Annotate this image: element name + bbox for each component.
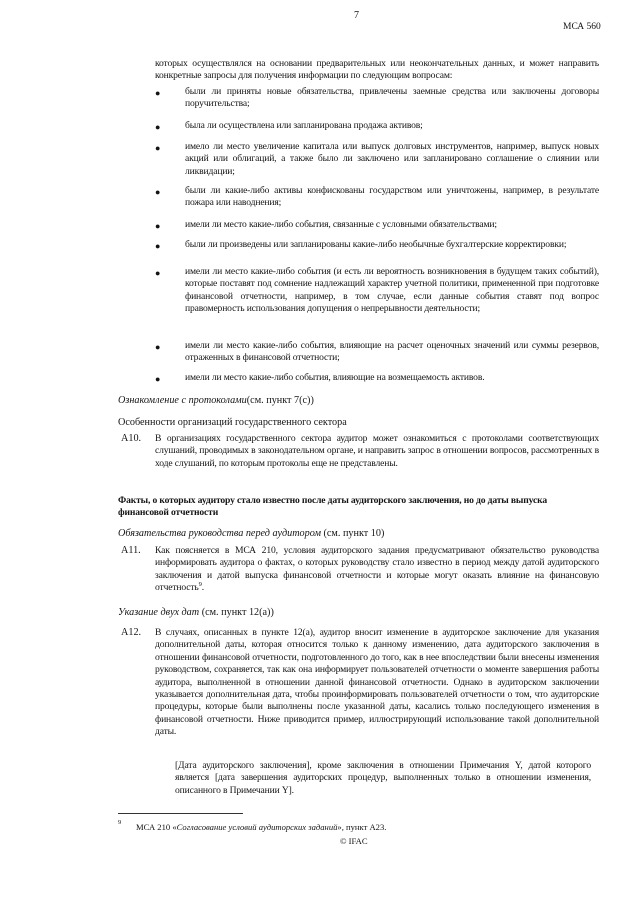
list-item: имело ли место увеличение капитала или выпуск долговых инструментов, например, выпуск новых акций или облигаций, а также было ли заключено или запланировано соглашение о слиянии или ликвидации; [185,141,599,177]
management-obligations-heading: Обязательства руководства перед аудитором (см. пункт 10) [118,528,385,539]
paragraph-a12: В случаях, описанных в пункте 12(a), аудитор вносит изменение в аудиторское заключение для указания дополнительной даты, которая относится только к данному изменению, дата аудиторского заключения в отношении финансовой отчетности, подготовленного до того, как в нее впоследствии были внесены изменения руководством, сохраняется, так как она информирует пользователей отчетности о моменте завершения работы аудитора, выполненной в отношении данной финансовой отчетности. Однако в аудиторском заключении указывается дополнительная дата, чтобы проинформировать пользователей отчетности о том, что аудиторские процедуры, которые были выполнены после указанной даты, касались только последующего изменения в финансовой отчетности. Ниже приводится пример, иллюстрирующий использование такой дополнительной даты. [155,627,599,738]
bullet-icon: ● [155,342,161,352]
list-item: имели ли место какие-либо события, связанные с условными обязательствами; [185,219,497,230]
bullet-icon: ● [155,241,161,251]
page-number: 7 [354,10,359,21]
bullet-icon: ● [155,374,161,384]
footnote-number: 9 [118,819,122,826]
paragraph-number-a11: A11. [121,545,141,556]
paragraph-number-a12: A12. [121,627,142,638]
bullet-icon: ● [155,221,161,231]
footnote-divider [118,813,243,814]
list-item: имели ли место какие-либо события (и есть ли вероятность возникновения в будущем таких событий), которые поставят под сомнение надлежащий характер учетной политики, примененной при подготовке финансовой отчетности, например, в том случае, если данные события ставят под вопрос правомерность использования допущения о непрерывности деятельности; [185,266,599,315]
protocols-heading: Ознакомление с протоколами(см. пункт 7(c)) [118,395,314,406]
example-quote: [Дата аудиторского заключения], кроме заключения в отношении Примечания Y, датой которого является [дата завершения аудиторских процедур, выполненных только в отношении изменения, описанного в Примечании Y]. [175,760,591,796]
list-item: была ли осуществлена или запланирована продажа активов; [185,120,423,131]
list-item: имели ли место какие-либо события, влияющие на расчет оценочных значений или суммы резервов, отраженных в финансовой отчетности; [185,340,599,364]
bullet-icon: ● [155,143,161,153]
list-item: были ли произведены или запланированы какие-либо необычные бухгалтерские корректировки; [185,239,567,250]
list-item: имели ли место какие-либо события, влияющие на возмещаемость активов. [185,372,485,383]
footnote-text: МСА 210 «Согласование условий аудиторских заданий», пункт A23. [136,822,387,832]
list-item: были ли какие-либо активы конфискованы государством или уничтожены, например, в результате пожара или наводнения; [185,185,599,209]
public-sector-heading: Особенности организаций государственного сектора [118,417,347,428]
bullet-icon: ● [155,268,161,278]
dual-dating-heading: Указание двух дат (см. пункт 12(a)) [118,607,274,618]
intro-paragraph: которых осуществлялся на основании предварительных или неокончательных данных, и может направить конкретные запросы для получения информации по следующим вопросам: [155,58,599,82]
facts-heading: Факты, о которых аудитору стало известно после даты аудиторского заключения, но до даты выпуска финансовой отчетности [118,495,547,519]
bullet-icon: ● [155,122,161,132]
paragraph-number-a10: A10. [121,433,142,444]
bullet-icon: ● [155,187,161,197]
footnote-ref: 9 [198,581,202,589]
bullet-icon: ● [155,88,161,98]
document-code: МСА 560 [563,22,601,32]
list-item: были ли приняты новые обязательства, привлечены заемные средства или заключены договоры поручительства; [185,86,599,110]
paragraph-a11: Как поясняется в МСА 210, условия аудиторского задания предусматривают обязательство руководства информировать аудитора о фактах, о которых руководству стало известно в период между датой аудиторского заключения и датой выпуска финансовой отчетности и которые могут оказать влияние на финансовую отчетность$^9$. [155,545,599,594]
paragraph-a10: В организациях государственного сектора аудитор может ознакомиться с протоколами соответствующих слушаний, проводимых в законодательном органе, и направить запрос в отношении вопросов, рассмотренных в ходе слушаний, по которым протоколы еще не представлены. [155,433,599,469]
copyright: © IFAC [340,836,368,846]
